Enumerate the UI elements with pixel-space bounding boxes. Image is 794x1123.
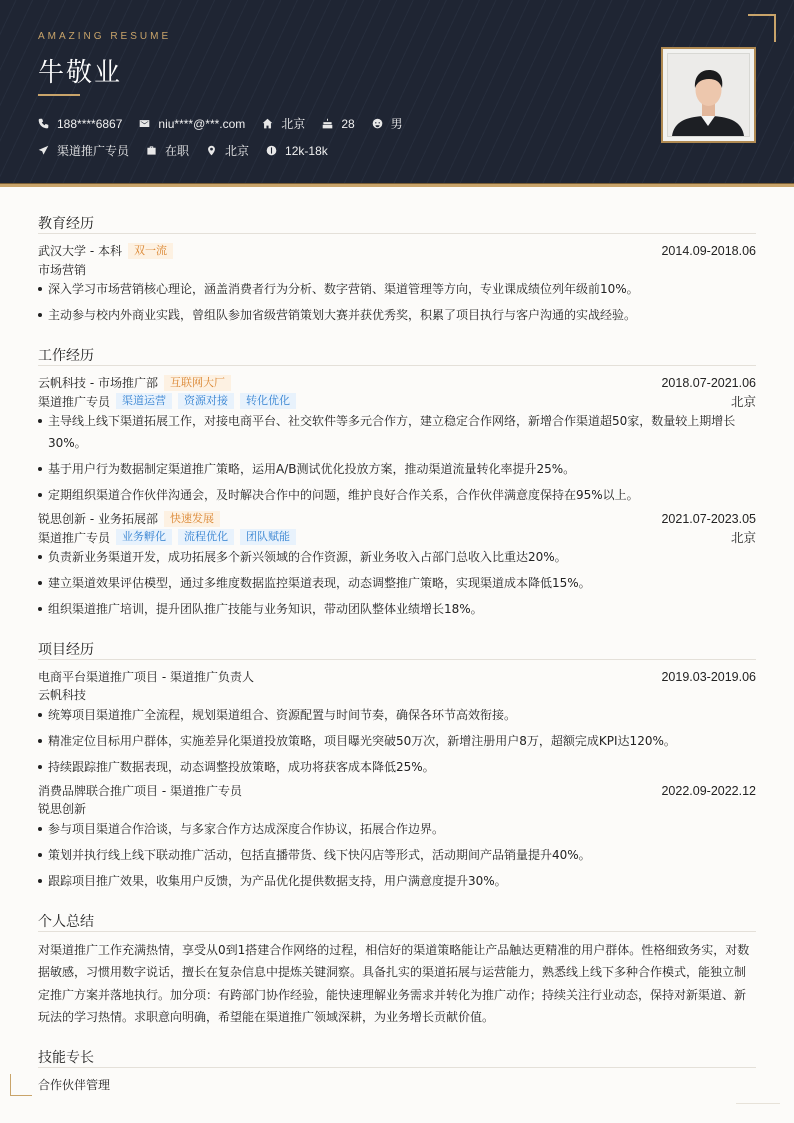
project-org: 云帆科技 bbox=[38, 688, 87, 702]
phone-item bbox=[38, 117, 122, 131]
summary-section-title: 个人总结 bbox=[38, 914, 94, 930]
target-city-item bbox=[206, 142, 249, 159]
job-company: 云帆科技 - 市场推广部 bbox=[38, 376, 158, 390]
skills-rule bbox=[38, 1067, 756, 1068]
email-item bbox=[139, 117, 245, 131]
education-bullet: 深入学习市场营销核心理论，涵盖消费者行为分析、数字营销、渠道管理等方向，专业课成绩位列年级前10%。 bbox=[38, 278, 756, 300]
corner-ornament-bottom-right bbox=[736, 1103, 780, 1104]
school-name: 武汉大学 - 本科 bbox=[38, 244, 122, 258]
project-bullet: 参与项目渠道合作洽谈，与多家合作方达成深度合作协议，拓展合作边界。 bbox=[38, 818, 756, 840]
education-header bbox=[38, 242, 756, 259]
project-name: 电商平台渠道推广项目 - 渠道推广负责人 bbox=[38, 670, 254, 684]
education-period: 2014.09-2018.06 bbox=[661, 243, 756, 258]
job-header bbox=[38, 374, 756, 391]
gender-icon bbox=[372, 118, 383, 129]
job-header bbox=[38, 510, 756, 527]
header-gold-rule bbox=[0, 183, 794, 187]
skills-section-title: 技能专长 bbox=[38, 1050, 94, 1066]
skill-tag: 转化优化 bbox=[240, 393, 296, 409]
project-period: 2022.09-2022.12 bbox=[661, 783, 756, 798]
projects-section-title: 项目经历 bbox=[38, 642, 94, 658]
job-bullet: 主导线上线下渠道拓展工作，对接电商平台、社交软件等多元合作方，建立稳定合作网络，新增合作渠道超50家，数量较上期增长 bbox=[38, 410, 756, 432]
profile-photo-frame bbox=[661, 47, 756, 143]
skill-tag: 资源对接 bbox=[178, 393, 234, 409]
project-period: 2019.03-2019.06 bbox=[661, 669, 756, 684]
project-header bbox=[38, 668, 756, 685]
salary-text: 12k-18k bbox=[285, 143, 328, 158]
job-company: 锐思创新 - 业务拓展部 bbox=[38, 512, 158, 526]
target-position-text: 渠道推广专员 bbox=[57, 144, 130, 158]
company-tag: 快速发展 bbox=[164, 511, 220, 527]
major: 市场营销 bbox=[38, 263, 87, 277]
send-icon bbox=[38, 145, 49, 156]
salary-icon bbox=[266, 145, 277, 156]
home-city-text: 北京 bbox=[281, 117, 306, 131]
employment-status-text: 在职 bbox=[165, 144, 190, 158]
company-tag: 互联网大厂 bbox=[164, 375, 231, 391]
job-bullet: 建立渠道效果评估模型，通过多维度数据监控渠道表现，动态调整推广策略，实现渠道成本降低15%。 bbox=[38, 572, 756, 594]
work-rule bbox=[38, 365, 756, 366]
target-position-item bbox=[38, 142, 129, 159]
skill-tag: 渠道运营 bbox=[116, 393, 172, 409]
gender-item bbox=[372, 115, 403, 132]
job-role-row bbox=[38, 528, 756, 546]
cake-icon bbox=[322, 118, 333, 129]
home-icon bbox=[262, 118, 273, 129]
employment-status-item bbox=[146, 142, 189, 159]
job-city: 北京 bbox=[730, 531, 756, 545]
work-section-title: 工作经历 bbox=[38, 348, 94, 364]
name-underline bbox=[38, 94, 80, 96]
projects-rule bbox=[38, 659, 756, 660]
brand-label: AMAZING RESUME bbox=[38, 31, 172, 42]
avatar bbox=[667, 53, 750, 137]
job-role: 渠道推广专员 bbox=[38, 394, 111, 409]
summary-line: 对渠道推广工作充满热情，享受从0到1搭建合作网络的过程，相信好的渠道策略能让产品触达更精准的用户群体。性格细致务实，对数 bbox=[38, 943, 750, 957]
mail-icon bbox=[139, 118, 150, 129]
skill-tag: 团队赋能 bbox=[240, 529, 296, 545]
project-header bbox=[38, 782, 756, 799]
gender-text: 男 bbox=[390, 117, 403, 131]
job-bullet: 定期组织渠道合作伙伴沟通会，及时解决合作中的问题，维护良好合作关系，合作伙伴满意度保持在95%以上。 bbox=[38, 484, 756, 506]
age-item bbox=[322, 117, 354, 131]
phone-text: 188****6867 bbox=[57, 116, 123, 131]
email-text: niu****@***.com bbox=[158, 116, 246, 131]
project-org: 锐思创新 bbox=[38, 802, 87, 816]
candidate-name: 牛敬业 bbox=[38, 58, 123, 88]
corner-ornament-bottom-left bbox=[10, 1074, 32, 1096]
project-bullet: 精准定位目标用户群体，实施差异化渠道投放策略，项目曝光突破50万次，新增注册用户8万，超额完成KPI达120%。 bbox=[38, 730, 756, 752]
summary-line: 定推广方案并落地执行。加分项：有跨部门协作经验，能快速理解业务需求并转化为推广动作；持续关注行业动态，保持对新渠道、新 bbox=[38, 988, 747, 1002]
job-role-row bbox=[38, 392, 756, 410]
job-bullet: 基于用户行为数据制定渠道推广策略，运用A/B测试优化投放方案，推动渠道流量转化率提升25%。 bbox=[38, 458, 756, 480]
phone-icon bbox=[38, 118, 49, 129]
job-role: 渠道推广专员 bbox=[38, 530, 111, 545]
job-bullet: 负责新业务渠道开发，成功拓展多个新兴领域的合作资源，新业务收入占部门总收入比重达20%。 bbox=[38, 546, 756, 568]
job-intent-row bbox=[38, 142, 345, 159]
salary-item bbox=[266, 144, 328, 158]
home-city-item bbox=[262, 115, 305, 132]
job-period: 2021.07-2023.05 bbox=[661, 511, 756, 526]
education-bullet: 主动参与校内外商业实践，曾组队参加省级营销策划大赛并获优秀奖，积累了项目执行与客户沟通的实战经验。 bbox=[38, 304, 756, 326]
job-bullet-continuation: 30%。 bbox=[48, 436, 87, 450]
summary-rule bbox=[38, 931, 756, 932]
skill-item: 合作伙伴管理 bbox=[38, 1078, 111, 1092]
project-bullet: 持续跟踪推广数据表现，动态调整投放策略，成功将获客成本降低25%。 bbox=[38, 756, 756, 778]
job-period: 2018.07-2021.06 bbox=[661, 375, 756, 390]
summary-line: 据敏感，习惯用数字说话，擅长在复杂信息中提炼关键洞察。具备扎实的渠道拓展与运营能力，熟悉线上线下多种合作模式，能独立制 bbox=[38, 965, 747, 979]
location-pin-icon bbox=[206, 145, 217, 156]
job-city: 北京 bbox=[730, 395, 756, 409]
job-bullet: 组织渠道推广培训，提升团队推广技能与业务知识，带动团队整体业绩增长18%。 bbox=[38, 598, 756, 620]
school-tag: 双一流 bbox=[128, 243, 173, 259]
briefcase-icon bbox=[146, 145, 157, 156]
skill-tag: 流程优化 bbox=[178, 529, 234, 545]
target-city-text: 北京 bbox=[225, 144, 250, 158]
education-rule bbox=[38, 233, 756, 234]
contact-row bbox=[38, 115, 420, 132]
project-bullet: 跟踪项目推广效果，收集用户反馈，为产品优化提供数据支持，用户满意度提升30%。 bbox=[38, 870, 756, 892]
corner-ornament-top-right bbox=[748, 14, 776, 42]
skill-tag: 业务孵化 bbox=[116, 529, 172, 545]
project-bullet: 统筹项目渠道推广全流程，规划渠道组合、资源配置与时间节奏，确保各环节高效衔接。 bbox=[38, 704, 756, 726]
education-section-title: 教育经历 bbox=[38, 216, 94, 232]
summary-line: 玩法的学习热情。求职意向明确，希望能在渠道推广领域深耕，为业务增长贡献价值。 bbox=[38, 1010, 495, 1024]
avatar-portrait-icon bbox=[668, 54, 749, 136]
project-name: 消费品牌联合推广项目 - 渠道推广专员 bbox=[38, 784, 242, 798]
age-text: 28 bbox=[341, 116, 355, 131]
project-bullet: 策划并执行线上线下联动推广活动，包括直播带货、线下快闪店等形式，活动期间产品销量提升40%。 bbox=[38, 844, 756, 866]
